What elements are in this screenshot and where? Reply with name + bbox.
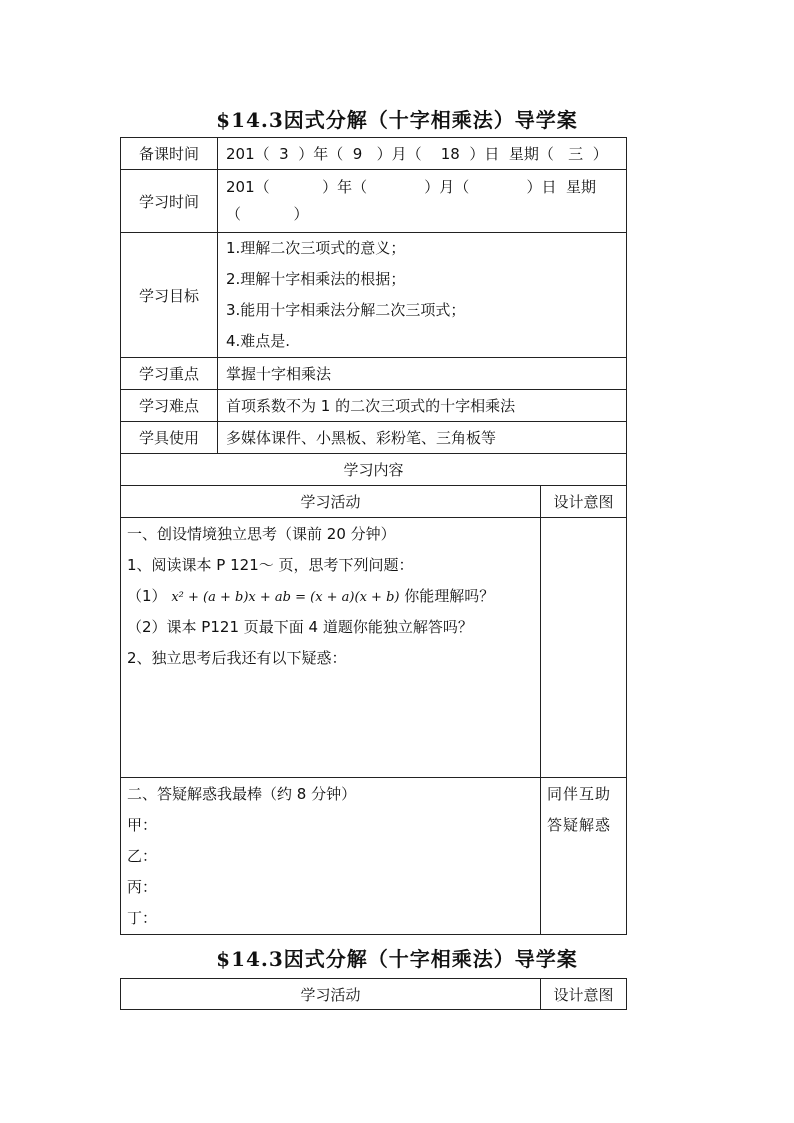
section1-q1-2: （2）课本 P121 页最下面 4 道题你能独立解答吗？: [127, 618, 473, 636]
section1-q2: 2、独立思考后我还有以下疑惑：: [127, 649, 347, 667]
activity-header-row: [121, 486, 627, 518]
student-line: 乙：: [127, 847, 158, 865]
study-time-line1: 201（ ）年（ ）月（ ）日 星期: [226, 178, 597, 196]
tools-label: 学具使用: [121, 422, 218, 454]
formula: x² + (a + b)x + ab = (x + a)(x + b): [171, 590, 400, 605]
section1-q1-1: [127, 581, 540, 612]
section2-intent: [541, 778, 627, 935]
activity-header-row: [121, 979, 627, 1010]
student-line: 丁：: [127, 909, 158, 927]
key-point-row: [121, 358, 627, 390]
goal-item: 2.理解十字相乘法的根据；: [226, 270, 406, 288]
section1-row: [121, 518, 627, 778]
q1-1-suffix: 你能理解吗？: [404, 587, 495, 605]
goal-item: 1.理解二次三项式的意义；: [226, 239, 406, 257]
q1-1-prefix: （1）: [127, 587, 167, 605]
prep-time-value: [218, 138, 627, 170]
lesson-plan-table: [120, 137, 627, 935]
activity-header: 学习活动: [121, 486, 541, 518]
section1-content: [121, 518, 541, 778]
tools-row: [121, 422, 627, 454]
prep-time-label: 备课时间: [121, 138, 218, 170]
goal-item: 3.能用十字相乘法分解二次三项式；: [226, 301, 466, 319]
key-point-value: 掌握十字相乘法: [218, 358, 627, 390]
student-line: 丙：: [127, 878, 158, 896]
difficulty-row: [121, 390, 627, 422]
student-line: 甲：: [127, 816, 158, 834]
section1-heading: 一、创设情境独立思考（课前 20 分钟）: [127, 525, 396, 543]
study-time-label: 学习时间: [121, 170, 218, 233]
difficulty-value: 首项系数不为 1 的二次三项式的十字相乘法: [218, 390, 627, 422]
goals-row: [121, 233, 627, 358]
activity-table-continued: [120, 978, 627, 1010]
study-time-value: [218, 170, 627, 233]
goals-value: [218, 233, 627, 358]
section2-heading: 二、答疑解惑我最棒（约 8 分钟）: [127, 785, 357, 803]
study-time-line2: （ ）: [226, 205, 309, 223]
prep-time-text: 201（ 3 ）年（ 9 ）月（ 18 ）日 星期（ 三 ）: [226, 145, 608, 163]
intent-header: 设计意图: [541, 486, 627, 518]
tools-value: 多媒体课件、小黑板、彩粉笔、三角板等: [218, 422, 627, 454]
activity-header: 学习活动: [121, 979, 541, 1010]
section2-content: [121, 778, 541, 935]
goal-item: 4.难点是.: [226, 332, 291, 350]
content-header: 学习内容: [121, 454, 627, 486]
difficulty-label: 学习难点: [121, 390, 218, 422]
page-title: $14.3因式分解（十字相乘法）导学案: [216, 108, 578, 132]
section2-row: [121, 778, 627, 935]
key-point-label: 学习重点: [121, 358, 218, 390]
section1-intent: [541, 518, 627, 778]
study-time-row: [121, 170, 627, 233]
prep-time-row: [121, 138, 627, 170]
section1-q1: 1、阅读课本 P 121～ 页，思考下列问题：: [127, 556, 414, 574]
intent-line: 同伴互助: [547, 785, 612, 803]
intent-line: 答疑解惑: [547, 816, 612, 834]
content-header-row: [121, 454, 627, 486]
intent-header: 设计意图: [541, 979, 627, 1010]
page-title-repeat: $14.3因式分解（十字相乘法）导学案: [216, 947, 578, 971]
goals-label: 学习目标: [121, 233, 218, 358]
